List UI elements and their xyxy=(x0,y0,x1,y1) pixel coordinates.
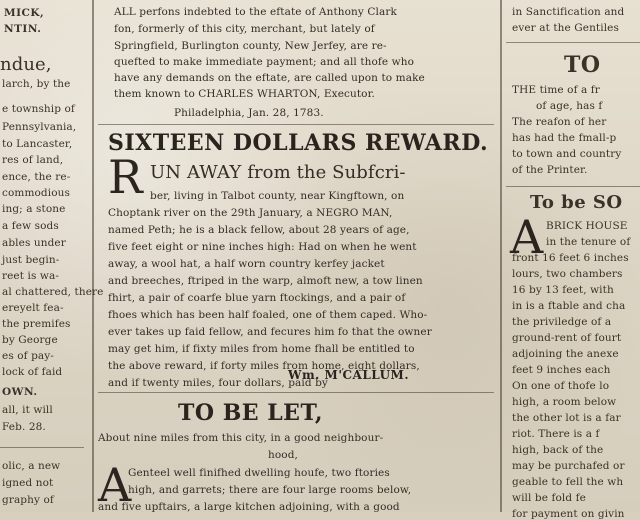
reward-line-2: named Peth; he is a black fellow, about 28 years of age, xyxy=(108,224,410,236)
reward-line-10: the above reward, if forty miles from home, eight dollars, xyxy=(108,360,420,372)
left-line-20: lock of faid xyxy=(2,366,63,378)
left-divider xyxy=(0,447,84,448)
left-line-15: al chattered, there xyxy=(2,286,104,298)
left-line-12: ables under xyxy=(2,237,66,249)
to-be-let-line-0: Genteel well finifhed dwelling houfe, two ftories xyxy=(128,467,390,479)
to-be-let-intro: About nine miles from this city, in a good neighbour- xyxy=(98,432,384,444)
right-to-be-sold-line-10: On one of thofe lo xyxy=(512,380,610,392)
middle-column xyxy=(98,0,494,512)
right-section-to-line-5: of the Printer. xyxy=(512,164,588,176)
reward-signature: Wm. M'CALLUM. xyxy=(288,368,409,382)
top-notice-line-5: them known to CHARLES WHARTON, Executor. xyxy=(114,88,375,100)
left-line-9: commodious xyxy=(2,187,70,199)
left-column xyxy=(0,0,104,512)
reward-dropcap: R xyxy=(108,150,143,204)
to-be-let-dropcap: A xyxy=(98,458,132,512)
reward-title: SIXTEEN DOLLARS REWARD. xyxy=(108,130,489,156)
left-line-24: olic, a new xyxy=(2,460,61,472)
left-line-3: larch, by the xyxy=(2,78,71,90)
right-section-to-line-2: The reafon of her xyxy=(512,116,607,128)
right-to-be-sold-line-3: lours, two chambers xyxy=(512,268,623,280)
right-to-be-sold-line-17: will be fold fe xyxy=(512,492,586,504)
top-notice-line-0: ALL perfons indebted to the eftate of Anthony Clark xyxy=(114,6,397,18)
to-be-let-intro-end: hood, xyxy=(268,449,298,461)
left-line-2: ndue, xyxy=(0,54,52,75)
right-middle-divider xyxy=(506,186,640,187)
right-to-be-sold-line-5: in is a ftable and cha xyxy=(512,300,626,312)
right-to-be-sold-dropcap: A xyxy=(510,210,544,264)
reward-top-divider xyxy=(98,124,494,125)
reward-bottom-divider xyxy=(98,392,494,393)
left-line-0: MICK, xyxy=(4,7,45,19)
right-to-be-sold-line-13: riot. There is a f xyxy=(512,428,600,440)
left-line-13: just begin- xyxy=(2,254,60,266)
left-line-22: all, it will xyxy=(2,404,53,416)
right-to-be-sold-line-0: BRICK HOUSE xyxy=(546,220,628,232)
right-to-be-sold-title: To be SO xyxy=(530,192,623,213)
right-to-be-sold-line-9: feet 9 inches each xyxy=(512,364,611,376)
top-notice-line-3: quefted to make immediate payment; and all thofe who xyxy=(114,56,415,68)
top-notice-line-1: fon, formerly of this city, merchant, but lately of xyxy=(114,23,375,35)
left-line-10: ing; a stone xyxy=(2,203,66,215)
reward-line-0: ber, living in Talbot county, near Kingftown, on xyxy=(150,190,405,202)
to-be-let-line-2: and five upftairs, a large kitchen adjoining, with a good xyxy=(98,501,400,513)
left-line-6: to Lancaster, xyxy=(2,138,73,150)
reward-line-6: fhirt, a pair of coarfe blue yarn ftockings, and a pair of xyxy=(108,292,406,304)
reward-line-3: five feet eight or nine inches high: Had on when he went xyxy=(108,241,417,253)
left-line-5: Pennsylvania, xyxy=(2,121,77,133)
left-line-21: OWN. xyxy=(2,386,38,398)
left-line-19: es of pay- xyxy=(2,350,54,362)
left-line-4: e township of xyxy=(2,103,75,115)
top-notice-line-2: Springfield, Burlington county, New Jerfey, are re- xyxy=(114,40,387,52)
left-line-11: a few sods xyxy=(2,220,59,232)
left-line-26: graphy of xyxy=(2,494,54,506)
reward-line-11: and if twenty miles, four dollars, paid by xyxy=(108,377,328,389)
reward-headline: UN AWAY from the Subfcri- xyxy=(150,162,406,183)
right-to-be-sold-line-1: in the tenure of xyxy=(546,236,631,248)
right-to-be-sold-line-2: front 16 feet 6 inches xyxy=(512,252,629,264)
left-line-16: ereyelt fea- xyxy=(2,302,64,314)
to-be-let-line-1: high, and garrets; there are four large rooms below, xyxy=(128,484,412,496)
to-be-let-title: TO BE LET, xyxy=(178,400,324,426)
left-line-1: NTIN. xyxy=(4,23,42,35)
right-section-to-line-4: to town and country xyxy=(512,148,622,160)
right-to-be-sold-line-18: for payment on givin xyxy=(512,508,625,520)
right-top-line-1: ever at the Gentiles xyxy=(512,22,619,34)
right-column xyxy=(506,0,640,520)
left-line-23: Feb. 28. xyxy=(2,421,46,433)
right-to-be-sold-line-6: the priviledge of a xyxy=(512,316,612,328)
top-notice-line-4: have any demands on the eftate, are called upon to make xyxy=(114,72,425,84)
left-line-25: igned not xyxy=(2,477,54,489)
right-to-be-sold-line-16: geable to fell the wh xyxy=(512,476,624,488)
right-section-to-line-3: has had the fmall-p xyxy=(512,132,617,144)
right-to-be-sold-line-12: the other lot is a far xyxy=(512,412,621,424)
reward-line-8: ever takes up faid fellow, and fecures him fo that the owner xyxy=(108,326,432,338)
reward-line-5: and breeches, ftriped in the warp, almoft new, a tow linen xyxy=(108,275,423,287)
right-top-line-0: in Sanctification and xyxy=(512,6,625,18)
left-column-divider xyxy=(92,0,94,512)
top-notice-line-6: Philadelphia, Jan. 28, 1783. xyxy=(174,107,324,119)
right-to-be-sold-line-14: high, back of the xyxy=(512,444,604,456)
reward-line-4: away, a wool hat, a half worn country kerfey jacket xyxy=(108,258,385,270)
right-to-be-sold-line-7: ground-rent of fourt xyxy=(512,332,622,344)
right-column-divider xyxy=(500,0,502,512)
right-to-be-sold-line-11: high, a room below xyxy=(512,396,617,408)
left-line-18: by George xyxy=(2,334,58,346)
reward-line-7: fhoes which has been half foaled, one of them caped. Who- xyxy=(108,309,428,321)
right-to-be-sold-line-4: 16 by 13 feet, with xyxy=(512,284,614,296)
right-section-to-line-0: THE time of a fr xyxy=(512,84,600,96)
left-line-17: the premifes xyxy=(2,318,71,330)
reward-line-1: Choptank river on the 29th January, a NEGRO MAN, xyxy=(108,207,393,219)
left-line-7: res of land, xyxy=(2,154,64,166)
right-to-be-sold-line-15: may be purchafed or xyxy=(512,460,625,472)
right-to-be-sold-line-8: adjoining the anexe xyxy=(512,348,619,360)
right-top-divider xyxy=(506,42,640,43)
left-line-14: reet is wa- xyxy=(2,270,59,282)
reward-line-9: may get him, if fixty miles from home fhall be entitled to xyxy=(108,343,415,355)
right-section-to-title: TO xyxy=(564,52,601,78)
left-line-8: ence, the re- xyxy=(2,171,71,183)
right-section-to-line-1: of age, has f xyxy=(536,100,603,112)
